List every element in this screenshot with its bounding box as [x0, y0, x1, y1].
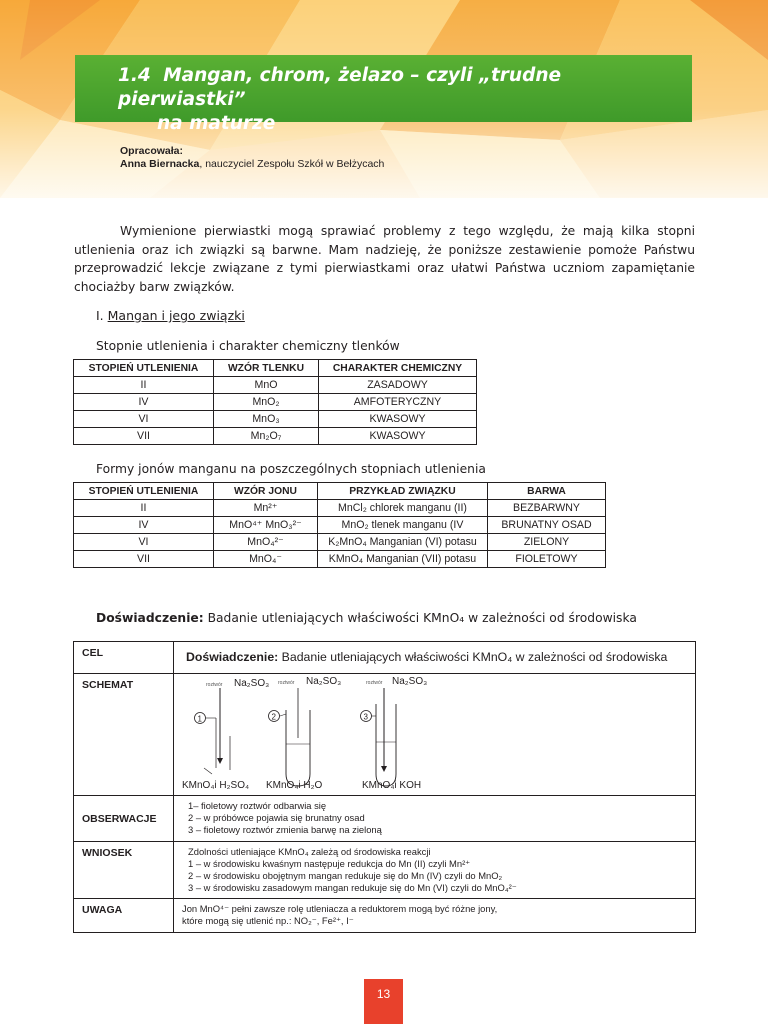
cel-description: Badanie utleniających właściwości KMnO₄ w zależności od środowiska	[278, 650, 668, 664]
table-row	[74, 842, 696, 899]
experiment-diagram	[174, 674, 694, 792]
cell-character: KWASOWY	[319, 428, 477, 445]
cell-character: KWASOWY	[319, 411, 477, 428]
table-row	[74, 534, 606, 551]
cell-ion: MnO⁴⁺ MnO₃²⁻	[214, 517, 318, 534]
cell-character: AMFOTERYCZNY	[319, 394, 477, 411]
observation-item: 3 – fioletowy roztwór zmienia barwę na zieloną	[188, 824, 382, 835]
chapter-number: 1.4	[118, 65, 151, 86]
cell-ion: MnO₄⁻	[214, 551, 318, 568]
section-heading	[96, 308, 245, 323]
table-row	[74, 517, 606, 534]
conclusion-item: 2 – w środowisku obojętnym mangan redukuje się do Mn (IV) czyli do MnO₂	[188, 870, 503, 881]
label-wniosek: WNIOSEK	[74, 842, 174, 899]
table-row	[74, 377, 477, 394]
table-row	[74, 642, 696, 674]
observations-list	[174, 796, 695, 840]
label-obserwacje: OBSERWACJE	[74, 796, 174, 842]
note-cell	[174, 899, 696, 933]
table-row	[74, 394, 477, 411]
tube-bottom-3: KMnO₄i KOH	[362, 780, 422, 791]
column-header: STOPIEŃ UTLENIENIA	[74, 483, 214, 500]
section-title: Mangan i jego związki	[107, 308, 245, 323]
cell-color: BEZBARWNY	[488, 500, 606, 517]
tube-1	[182, 678, 269, 791]
column-header: CHARAKTER CHEMICZNY	[319, 360, 477, 377]
conclusion-cell	[174, 842, 696, 899]
page-number: 13	[364, 979, 403, 1024]
tube-bottom-2: KMnO₄i H₂O	[266, 780, 323, 791]
cell-color: ZIELONY	[488, 534, 606, 551]
cell-ion: MnO₄²⁻	[214, 534, 318, 551]
chapter-title	[118, 64, 678, 136]
cell-example: MnO₂ tlenek manganu (IV	[318, 517, 488, 534]
cell-color: BRUNATNY OSAD	[488, 517, 606, 534]
note-line: które mogą się utlenić np.: NO₂⁻, Fe²⁺, I⁻	[182, 915, 354, 926]
cel-cell	[174, 642, 696, 674]
schema-cell	[174, 674, 696, 796]
cell-state: IV	[74, 394, 214, 411]
observation-item: 1– fioletowy roztwór odbarwia się	[188, 800, 327, 811]
intro-paragraph: Wymienione pierwiastki mogą sprawiać problemy z tego względu, że mają kilka stopni utlenienia oraz ich związki są barwne. Mam nadzieję, że poniższe zestawienie pomoże Państwu przeprowadzić lekcje związane z tymi pierwiastkami oraz ułatwi Państwa uczniom zapamiętanie chociażby barw związków.	[74, 224, 695, 295]
cell-formula: MnO₃	[214, 411, 319, 428]
conclusion-item: Zdolności utleniające KMnO₄ zależą od środowiska reakcji	[188, 846, 431, 857]
table2-caption: Formy jonów manganu na poszczególnych stopniach utlenienia	[96, 462, 486, 476]
cell-example: K₂MnO₄ Manganian (VI) potasu	[318, 534, 488, 551]
column-header: WZÓR TLENKU	[214, 360, 319, 377]
cell-ion: Mn²⁺	[214, 500, 318, 517]
table-header-row	[74, 360, 477, 377]
cell-state: VII	[74, 551, 214, 568]
tube-bottom-1: KMnO₄i H₂SO₄	[182, 780, 250, 791]
cell-state: VII	[74, 428, 214, 445]
cell-state: IV	[74, 517, 214, 534]
cell-formula: MnO₂	[214, 394, 319, 411]
table-row	[74, 899, 696, 933]
oxides-table	[73, 359, 477, 445]
table-row	[74, 796, 696, 842]
author-block	[120, 145, 384, 171]
reagent-label-1: Na₂SO₃	[234, 678, 270, 689]
table-row	[74, 411, 477, 428]
cell-state: VI	[74, 534, 214, 551]
title-line-2: na maturze	[157, 113, 276, 134]
cell-character: ZASADOWY	[319, 377, 477, 394]
ions-table	[73, 482, 606, 568]
note-text	[174, 899, 695, 931]
cell-formula: Mn₂O₇	[214, 428, 319, 445]
column-header: PRZYKŁAD ZWIĄZKU	[318, 483, 488, 500]
tube-2	[266, 676, 341, 791]
conclusion-item: 3 – w środowisku zasadowym mangan redukuje się do Mn (VI) czyli do MnO₄²⁻	[188, 882, 517, 893]
tube-3	[361, 676, 428, 791]
author-affiliation: , nauczyciel Zespołu Szkół w Bełżycach	[199, 158, 385, 170]
table-row	[74, 500, 606, 517]
tube-number-3: 3	[363, 712, 368, 722]
observation-item: 2 – w próbówce pojawia się brunatny osad	[188, 812, 365, 823]
table-row	[74, 551, 606, 568]
svg-text:roztwór: roztwór	[206, 682, 223, 688]
experiment-heading-text: Badanie utleniających właściwości KMnO₄ w zależności od środowiska	[203, 611, 637, 625]
conclusion-list	[174, 842, 695, 898]
label-cel: CEL	[74, 642, 174, 674]
observations-cell	[174, 796, 696, 842]
cell-state: VI	[74, 411, 214, 428]
experiment-heading-label: Doświadczenie:	[96, 611, 204, 625]
section-prefix: I.	[96, 308, 108, 323]
table1-caption: Stopnie utlenienia i charakter chemiczny tlenków	[96, 339, 400, 353]
table-row	[74, 428, 477, 445]
conclusion-item: 1 – w środowisku kwaśnym następuje redukcja do Mn (II) czyli Mn²⁺	[188, 858, 471, 869]
cell-state: II	[74, 377, 214, 394]
cell-example: KMnO₄ Manganian (VII) potasu	[318, 551, 488, 568]
table-row	[74, 674, 696, 796]
cell-formula: MnO	[214, 377, 319, 394]
cel-label: Doświadczenie:	[186, 650, 279, 664]
tube-number-1: 1	[197, 714, 202, 724]
note-line: Jon MnO⁴⁻ pełni zawsze rolę utleniacza a reduktorem mogą być różne jony,	[182, 903, 498, 914]
author-label: Opracowała:	[120, 145, 184, 157]
label-uwaga: UWAGA	[74, 899, 174, 933]
column-header: STOPIEŃ UTLENIENIA	[74, 360, 214, 377]
column-header: WZÓR JONU	[214, 483, 318, 500]
experiment-table	[73, 641, 696, 933]
reagent-label-2: Na₂SO₃	[306, 676, 342, 687]
cell-state: II	[74, 500, 214, 517]
svg-text:roztwór: roztwór	[278, 680, 295, 686]
column-header: BARWA	[488, 483, 606, 500]
label-schemat: SCHEMAT	[74, 674, 174, 796]
title-line-1: Mangan, chrom, żelazo – czyli „trudne pierwiastki”	[118, 65, 562, 110]
cel-text	[174, 642, 695, 664]
svg-text:roztwór: roztwór	[366, 680, 383, 686]
cell-example: MnCl₂ chlorek manganu (II)	[318, 500, 488, 517]
table-header-row	[74, 483, 606, 500]
author-name: Anna Biernacka	[120, 158, 200, 170]
reagent-label-3: Na₂SO₃	[392, 676, 428, 687]
experiment-heading	[96, 611, 637, 625]
tube-number-2: 2	[271, 712, 276, 722]
cell-color: FIOLETOWY	[488, 551, 606, 568]
